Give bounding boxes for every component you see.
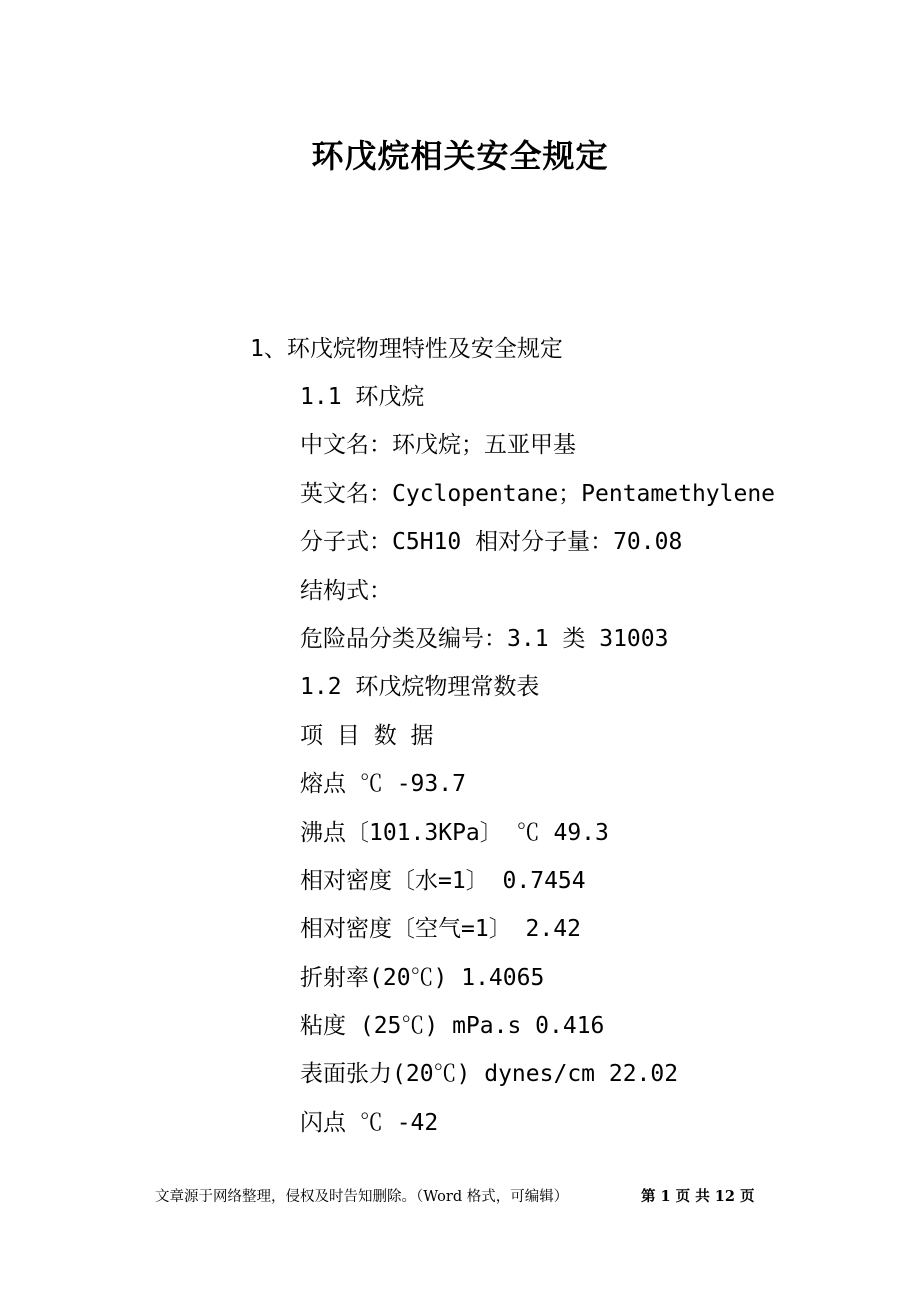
page-number: 第 1 页 共 12 页: [641, 1188, 755, 1205]
subsection-heading: 1.2 环戊烷物理常数表: [300, 674, 540, 701]
property-line: 折射率(20℃) 1.4065: [300, 964, 545, 991]
property-line: 闪点 ℃ -42: [300, 1109, 439, 1136]
subsection-heading: 1.1 环戊烷: [300, 384, 425, 410]
property-line: 相对密度〔空气=1〕 2.42: [300, 916, 581, 943]
property-line: 粘度 (25℃) mPa.s 0.416: [300, 1013, 605, 1040]
formula-line: 分子式：C5H10 相对分子量：70.08: [300, 529, 683, 556]
structure-line: 结构式：: [300, 577, 392, 604]
property-line: 表面张力(20℃) dynes/cm 22.02: [300, 1061, 679, 1088]
property-line: 相对密度〔水=1〕 0.7454: [300, 867, 586, 894]
footer-note: 文章源于网络整理，侵权及时告知删除。（Word 格式，可编辑）: [155, 1189, 569, 1205]
property-line: 熔点 ℃ -93.7: [300, 771, 466, 798]
english-name-line: 英文名：Cyclopentane；Pentamethylene: [300, 480, 776, 507]
hazard-class-line: 危险品分类及编号：3.1 类 31003: [300, 625, 669, 652]
section-heading: 1、环戊烷物理特性及安全规定: [250, 336, 563, 362]
content-lines: [300, 381, 900, 1155]
document-title: 环戊烷相关安全规定: [311, 137, 609, 175]
chinese-name-line: 中文名：环戊烷；五亚甲基: [300, 432, 576, 459]
property-line: 沸点〔101.3KPa〕 ℃ 49.3: [300, 819, 609, 846]
table-header-line: 项 目 数 据: [300, 722, 434, 749]
